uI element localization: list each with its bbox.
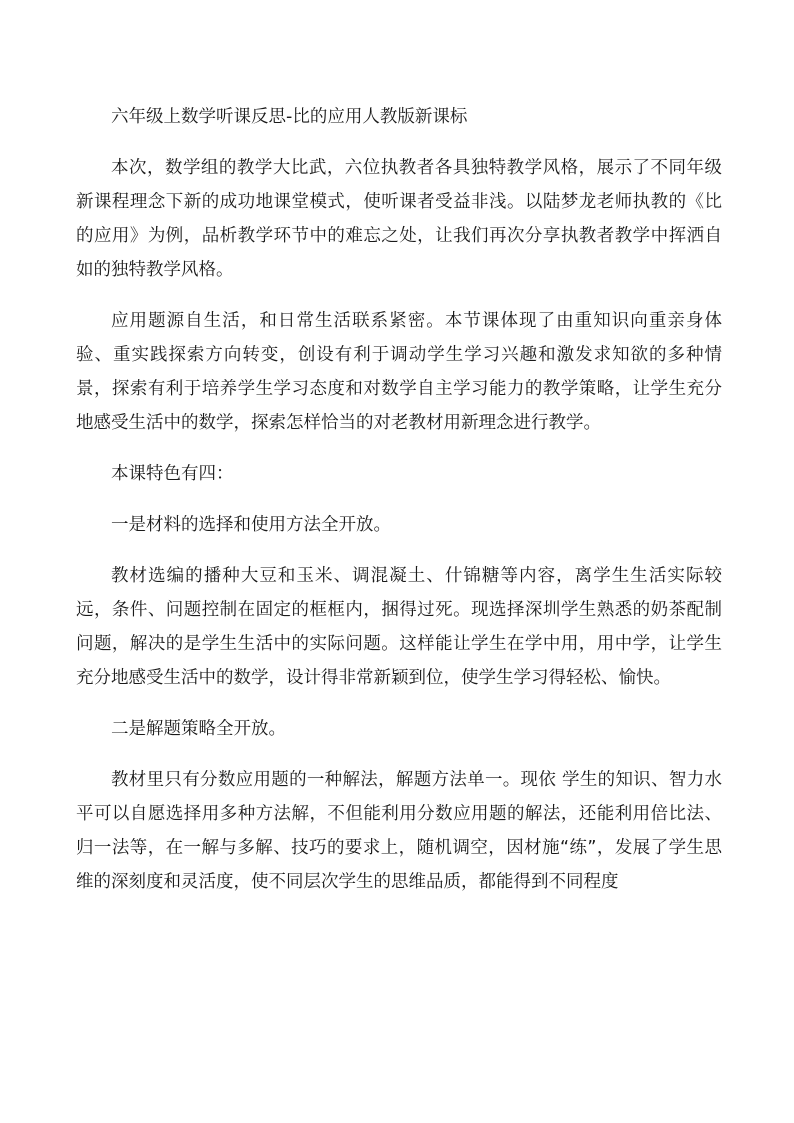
document-title: 六年级上数学听课反思-比的应用人教版新课标	[111, 107, 468, 127]
paragraph-feature-one-body: 教材选编的播种大豆和玉米、调混凝土、什锦糖等内容，离学生生活实际较远，条件、问题控制在固定的框框内，捆得过死。现选择深圳学生熟悉的奶茶配制问题，解决的是学生生活中的实际问题。这样能让学生在学中用，用中学，让学生充分地感受生活中的数学，设计得非常新颖到位，使学生学习得轻松、愉快。	[76, 566, 722, 688]
paragraph-application: 应用题源自生活，和日常生活联系紧密。本节课体现了由重知识向重亲身体验、重实践探索方向转变，创设有利于调动学生学习兴趣和激发求知欲的多种情景，探索有利于培养学生学习态度和对数学自主学习能力的教学策略，让学生充分地感受生活中的数学，探索怎样恰当的对老教材用新理念进行教学。	[76, 311, 722, 433]
paragraph-feature-two-heading: 二是解题策略全开放。	[111, 719, 286, 739]
paragraph-feature-one-heading: 一是材料的选择和使用方法全开放。	[111, 515, 391, 535]
paragraph-intro: 本次，数学组的教学大比武，六位执教者各具独特教学风格，展示了不同年级新课程理念下新的成功地课堂模式，使听课者受益非浅。以陆梦龙老师执教的《比的应用》为例，品析教学环节中的难忘之处，让我们再次分享执教者教学中挥洒自如的独特教学风格。	[76, 158, 722, 280]
paragraph-features-heading: 本课特色有四：	[111, 464, 234, 484]
paragraph-feature-two-body: 教材里只有分数应用题的一种解法，解题方法单一。现依 学生的知识、智力水平可以自愿选择用多种方法解，不但能利用分数应用题的解法，还能利用倍比法、归一法等，在一解与多解、技巧的要求上，随机调空，因材施“练”，发展了学生思维的深刻度和灵活度，使不同层次学生的思维品质，都能得到不同程度	[76, 770, 722, 892]
document-body	[76, 100, 722, 916]
